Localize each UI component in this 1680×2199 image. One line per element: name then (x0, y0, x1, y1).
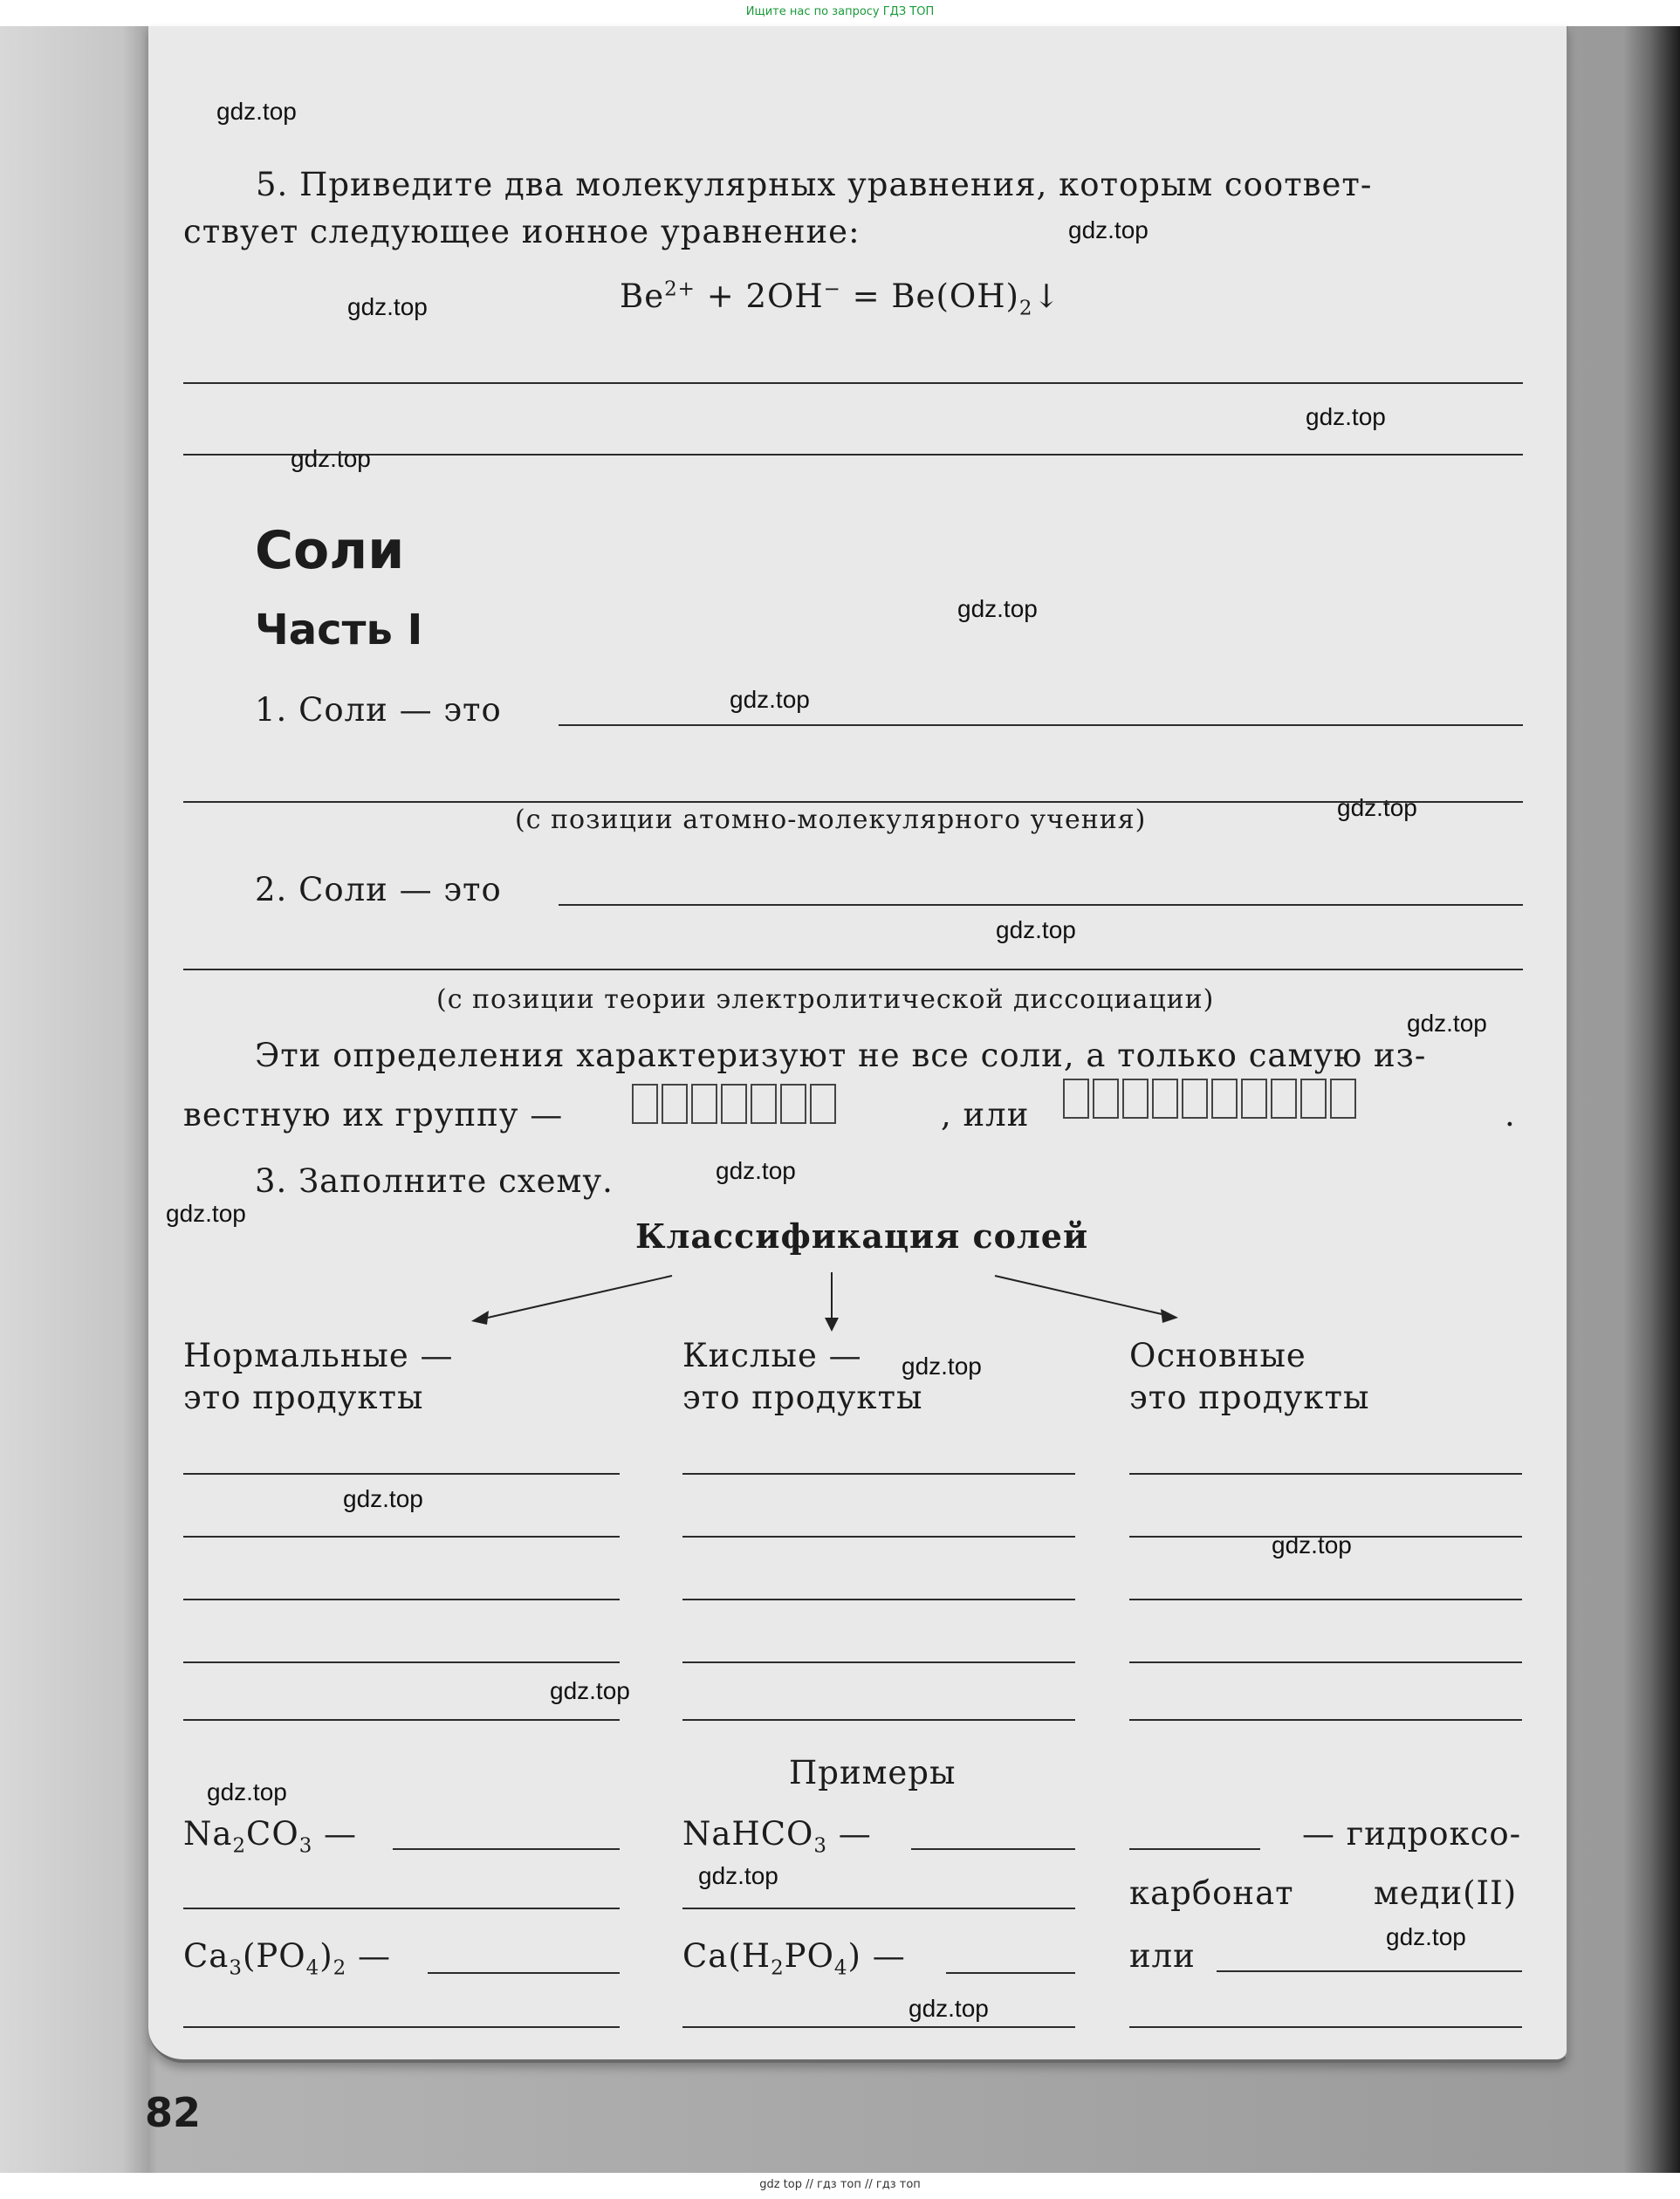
answer-line[interactable] (393, 1848, 620, 1850)
task5-line1: 5. Приведите два молекулярных уравнения, которым соответ- (256, 166, 1373, 203)
eq-arrow: ↓ (1032, 277, 1061, 315)
watermark: gdz.top (1407, 1010, 1487, 1037)
formula-part: Ca(H (682, 1937, 771, 1975)
watermark: gdz.top (166, 1200, 246, 1227)
normal-line1: Нормальные — (183, 1337, 454, 1374)
footer-note: gdz top // гдз топ // гдз топ (759, 2178, 921, 2191)
answer-line[interactable] (183, 1536, 620, 1538)
watermark: gdz.top (957, 595, 1038, 622)
watermark: gdz.top (902, 1353, 982, 1380)
eq-oh: + 2OH (706, 277, 824, 315)
answer-line[interactable] (428, 1972, 620, 1974)
eq-product: = Be(OH) (852, 277, 1019, 315)
formula-sub: 4 (833, 1956, 848, 1980)
task1-hint: (с позиции атомно-молекулярного учения) (515, 805, 1147, 835)
eq-oh-charge: − (823, 277, 841, 301)
answer-line[interactable] (946, 1972, 1075, 1974)
watermark: gdz.top (550, 1677, 630, 1704)
formula-sub: 2 (232, 1834, 247, 1858)
formula-dash: — (872, 1937, 906, 1975)
formula-part: Ca (183, 1937, 230, 1975)
task5-line2: ствует следующее ионное уравнение: (183, 213, 861, 250)
answer-line[interactable] (1217, 1970, 1522, 1972)
answer-line[interactable] (911, 1848, 1075, 1850)
answer-line[interactable] (183, 1661, 620, 1663)
definitions-line2: вестную их группу — (183, 1096, 564, 1134)
arrow-right-head (1161, 1309, 1178, 1323)
examples-title: Примеры (789, 1754, 957, 1791)
formula-part: ) (319, 1937, 333, 1975)
arrow-right (995, 1276, 1169, 1316)
formula-dash: — (324, 1815, 358, 1853)
definitions-line1: Эти определения характеризуют не все соли, а только самую из- (255, 1037, 1427, 1074)
basic-example-carbonate: карбонат (1129, 1874, 1294, 1912)
scheme-title: Классификация солей (635, 1216, 1089, 1256)
definitions-end: . (1505, 1096, 1516, 1134)
formula-part: Na (183, 1815, 233, 1853)
task1-label: 1. Соли — это (255, 691, 502, 729)
definitions-or: , или (941, 1096, 1030, 1134)
watermark: gdz.top (1306, 403, 1386, 430)
watermark: gdz.top (1386, 1923, 1466, 1950)
formula-dash: — (838, 1815, 872, 1853)
answer-line[interactable] (183, 1473, 620, 1475)
basic-example-copper: меди(II) (1374, 1874, 1518, 1912)
basic-line1: Основные (1129, 1337, 1306, 1374)
formula-sub: 3 (298, 1834, 313, 1858)
example-nahco3 (682, 1815, 872, 1857)
answer-line[interactable] (682, 2026, 1075, 2028)
task3-label: 3. Заполните схему. (255, 1162, 614, 1200)
eq-sub: 2 (1018, 297, 1033, 320)
basic-example-line1: — гидроксо- (1302, 1815, 1522, 1853)
arrow-left-head (471, 1311, 489, 1325)
formula-part: (PO (242, 1937, 306, 1975)
answer-line[interactable] (1129, 1719, 1522, 1721)
formula-dash: — (358, 1937, 392, 1975)
watermark: gdz.top (207, 1778, 287, 1805)
task2-label: 2. Соли — это (255, 871, 502, 908)
watermark: gdz.top (996, 916, 1076, 943)
answer-line[interactable] (682, 1661, 1075, 1663)
page-number: 82 (145, 2089, 202, 2136)
eq-be: Be (620, 277, 665, 315)
formula-part: ) (847, 1937, 861, 1975)
basic-line2: это продукты (1129, 1379, 1370, 1416)
watermark: gdz.top (347, 293, 428, 320)
basic-example-or: или (1129, 1937, 1196, 1975)
watermark: gdz.top (698, 1862, 778, 1889)
task2-hint: (с позиции теории электролитической диссоциации) (436, 984, 1215, 1015)
example-cah2po4 (682, 1937, 906, 1979)
example-ca3po42 (183, 1937, 391, 1979)
answer-line[interactable] (1129, 2026, 1522, 2028)
eq-be-charge: 2+ (664, 277, 696, 301)
arrow-middle-head (825, 1318, 839, 1332)
answer-line[interactable] (1129, 1848, 1260, 1850)
watermark: gdz.top (1337, 794, 1417, 821)
arrow-left (480, 1276, 672, 1319)
watermark: gdz.top (343, 1485, 423, 1512)
watermark: gdz.top (216, 98, 297, 125)
formula-sub: 3 (813, 1834, 827, 1858)
formula-sub: 4 (305, 1956, 320, 1980)
watermark: gdz.top (291, 445, 371, 472)
formula-part: CO (246, 1815, 299, 1853)
acid-line1: Кислые — (682, 1337, 862, 1374)
watermark: gdz.top (716, 1157, 796, 1184)
formula-part: PO (784, 1937, 834, 1975)
formula-sub: 3 (229, 1956, 243, 1980)
answer-line[interactable] (682, 1719, 1075, 1721)
watermark: gdz.top (1068, 216, 1149, 243)
answer-line[interactable] (1129, 1536, 1522, 1538)
formula-sub: 2 (333, 1956, 347, 1980)
formula-part: NaHCO (682, 1815, 814, 1853)
example-na2co3 (183, 1815, 357, 1857)
header-note: Ищите нас по запросу ГДЗ ТОП (745, 5, 935, 18)
watermark: gdz.top (730, 686, 810, 713)
section-title: Соли (255, 520, 405, 581)
part-title: Часть I (255, 606, 423, 654)
acid-line2: это продукты (682, 1379, 923, 1416)
answer-line[interactable] (183, 2026, 620, 2028)
formula-sub: 2 (771, 1956, 785, 1980)
answer-line[interactable] (183, 1599, 620, 1600)
answer-line[interactable] (682, 1908, 1075, 1909)
normal-line2: это продукты (183, 1379, 424, 1416)
answer-line[interactable] (682, 1536, 1075, 1538)
answer-line[interactable] (682, 1599, 1075, 1600)
answer-line[interactable] (682, 1473, 1075, 1475)
watermark: gdz.top (909, 1995, 989, 2022)
watermark: gdz.top (1272, 1531, 1352, 1558)
answer-line[interactable] (183, 1719, 620, 1721)
answer-line[interactable] (1129, 1473, 1522, 1475)
answer-line[interactable] (1129, 1599, 1522, 1600)
answer-line[interactable] (183, 1908, 620, 1909)
answer-line[interactable] (1129, 1661, 1522, 1663)
